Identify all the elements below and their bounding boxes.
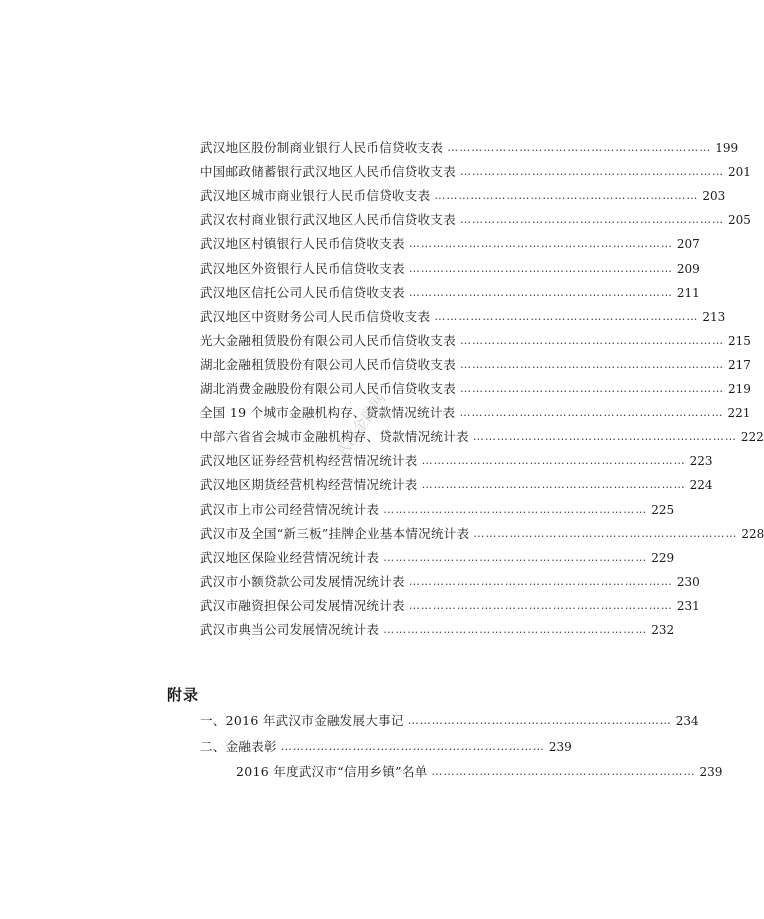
toc-entry (200, 711, 699, 731)
toc-leader-dots: ………………………………………………………… (460, 213, 725, 227)
toc-entry (200, 138, 739, 158)
toc-entry (200, 572, 700, 592)
toc-entry-title: 武汉市融资担保公司发展情况统计表 (200, 597, 405, 613)
toc-leader-dots: ………………………………………………………… (473, 526, 738, 540)
toc-entry (200, 234, 700, 254)
toc-entry (200, 451, 713, 471)
toc-entry-page: 224 (689, 478, 713, 493)
toc-entry (200, 283, 700, 303)
toc-entry (200, 331, 751, 351)
toc-entry-title: 武汉市上市公司经营情况统计表 (200, 501, 380, 517)
toc-entry-page: 222 (740, 430, 764, 445)
toc-entry (200, 162, 751, 182)
toc-entry (200, 737, 572, 757)
toc-entry (200, 259, 700, 279)
toc-leader-dots: ………………………………………………………… (383, 502, 648, 516)
toc-entry-page: 219 (728, 382, 751, 396)
toc-entry (200, 307, 726, 327)
toc-entry (200, 620, 675, 640)
toc-leader-dots: ………………………………………………………… (460, 382, 725, 395)
toc-entry-title: 武汉市及全国“新三板”挂牌企业基本情况统计表 (200, 525, 470, 541)
toc-entry-page: 229 (651, 550, 675, 565)
toc-entry-title: 武汉地区保险业经营情况统计表 (200, 549, 380, 565)
toc-entry-page: 223 (689, 454, 713, 469)
toc-entry-page: 225 (651, 502, 675, 517)
toc-entry-page: 217 (728, 357, 751, 372)
toc-leader-dots: ………………………………………………………… (407, 714, 672, 727)
toc-entry-page: 239 (699, 765, 723, 779)
toc-entry-title: 武汉地区中资财务公司人民币信贷收支表 (200, 308, 431, 324)
toc-leader-dots: ………………………………………………………… (460, 357, 725, 371)
toc-leader-dots: ………………………………………………………… (383, 550, 648, 564)
toc-entry-title: 全国 19 个城市金融机构存、贷款情况统计表 (200, 405, 456, 421)
toc-entry-title: 武汉市小额贷款公司发展情况统计表 (200, 573, 405, 589)
toc-entry-title: 武汉地区期货经营机构经营情况统计表 (200, 477, 418, 493)
toc-entry (200, 210, 751, 230)
toc-entry-page: 228 (741, 526, 764, 541)
toc-entry-title: 二、金融表彰 (200, 738, 277, 754)
toc-entry-page: 231 (676, 598, 700, 613)
toc-entry-page: 234 (675, 714, 699, 728)
toc-entry (200, 548, 675, 568)
toc-leader-dots: ………………………………………………………… (434, 189, 699, 203)
toc-leader-dots: ………………………………………………………… (472, 430, 737, 444)
toc-entry (200, 475, 713, 495)
toc-entry-page: 221 (727, 406, 751, 421)
toc-entry (200, 355, 751, 375)
appendix-heading: 附录 (167, 686, 200, 704)
toc-entry-title: 武汉地区股份制商业银行人民币信贷收支表 (200, 140, 444, 155)
toc-entry-title: 武汉地区信托公司人民币信贷收支表 (200, 284, 405, 300)
toc-leader-dots: ………………………………………………………… (459, 406, 724, 420)
toc-entry-title: 武汉地区外资银行人民币信贷收支表 (200, 260, 405, 276)
toc-entry-title: 武汉地区证券经营机构经营情况统计表 (200, 453, 418, 469)
toc-entry-title: 武汉农村商业银行武汉地区人民币信贷收支表 (200, 212, 457, 228)
toc-entry-page: 209 (676, 261, 700, 276)
toc-leader-dots: ………………………………………………………… (434, 309, 699, 323)
toc-leader-dots: ………………………………………………………… (460, 333, 725, 347)
toc-entry-page: 203 (702, 189, 726, 204)
toc-entry (200, 596, 700, 616)
toc-entry-title: 中部六省省会城市金融机构存、贷款情况统计表 (200, 429, 469, 445)
toc-entry (200, 524, 764, 544)
toc-leader-dots: ………………………………………………………… (421, 478, 686, 492)
toc-entry-page: 211 (676, 285, 700, 300)
toc-leader-dots: ………………………………………………………… (383, 623, 648, 636)
toc-entry (200, 186, 726, 206)
toc-entry-title: 武汉地区村镇银行人民币信贷收支表 (200, 236, 405, 252)
toc-entry (200, 500, 675, 520)
toc-leader-dots: ………………………………………………………… (408, 237, 673, 251)
toc-entry-page: 199 (715, 141, 739, 155)
toc-entry-title: 武汉市典当公司发展情况统计表 (200, 622, 380, 637)
toc-entry-page: 239 (548, 739, 572, 754)
toc-leader-dots: ………………………………………………………… (431, 765, 696, 778)
toc-leader-dots: ………………………………………………………… (408, 598, 673, 612)
toc-entry-page: 205 (728, 213, 751, 228)
toc-leader-dots: ………………………………………………………… (280, 739, 545, 753)
toc-entry-page: 201 (728, 165, 751, 180)
toc-entry-page: 207 (676, 237, 700, 252)
toc-entry-title: 光大金融租赁股份有限公司人民币信贷收支表 (200, 332, 457, 348)
toc-leader-dots: ………………………………………………………… (408, 285, 673, 299)
toc-entry-page: 232 (651, 623, 675, 637)
watermark-stamp: 武汉金融网 (331, 389, 390, 462)
toc-leader-dots: ………………………………………………………… (408, 261, 673, 275)
toc-entry-page: 215 (728, 333, 751, 348)
toc-leader-dots: ………………………………………………………… (421, 454, 686, 468)
toc-entry-page: 230 (676, 574, 700, 589)
toc-entry-title: 中国邮政储蓄银行武汉地区人民币信贷收支表 (200, 164, 457, 180)
toc-entry-page: 213 (702, 309, 726, 324)
toc-entry-title: 一、2016 年武汉市金融发展大事记 (200, 713, 404, 728)
toc-entry-title: 2016 年度武汉市“信用乡镇”名单 (236, 764, 428, 779)
toc-entry-title: 湖北消费金融股份有限公司人民币信贷收支表 (200, 381, 457, 396)
toc-leader-dots: ………………………………………………………… (447, 141, 712, 154)
toc-entry (236, 762, 723, 782)
toc-entry-title: 武汉地区城市商业银行人民币信贷收支表 (200, 188, 431, 204)
toc-entry-title: 湖北金融租赁股份有限公司人民币信贷收支表 (200, 356, 457, 372)
toc-leader-dots: ………………………………………………………… (460, 165, 725, 179)
toc-leader-dots: ………………………………………………………… (408, 574, 673, 588)
